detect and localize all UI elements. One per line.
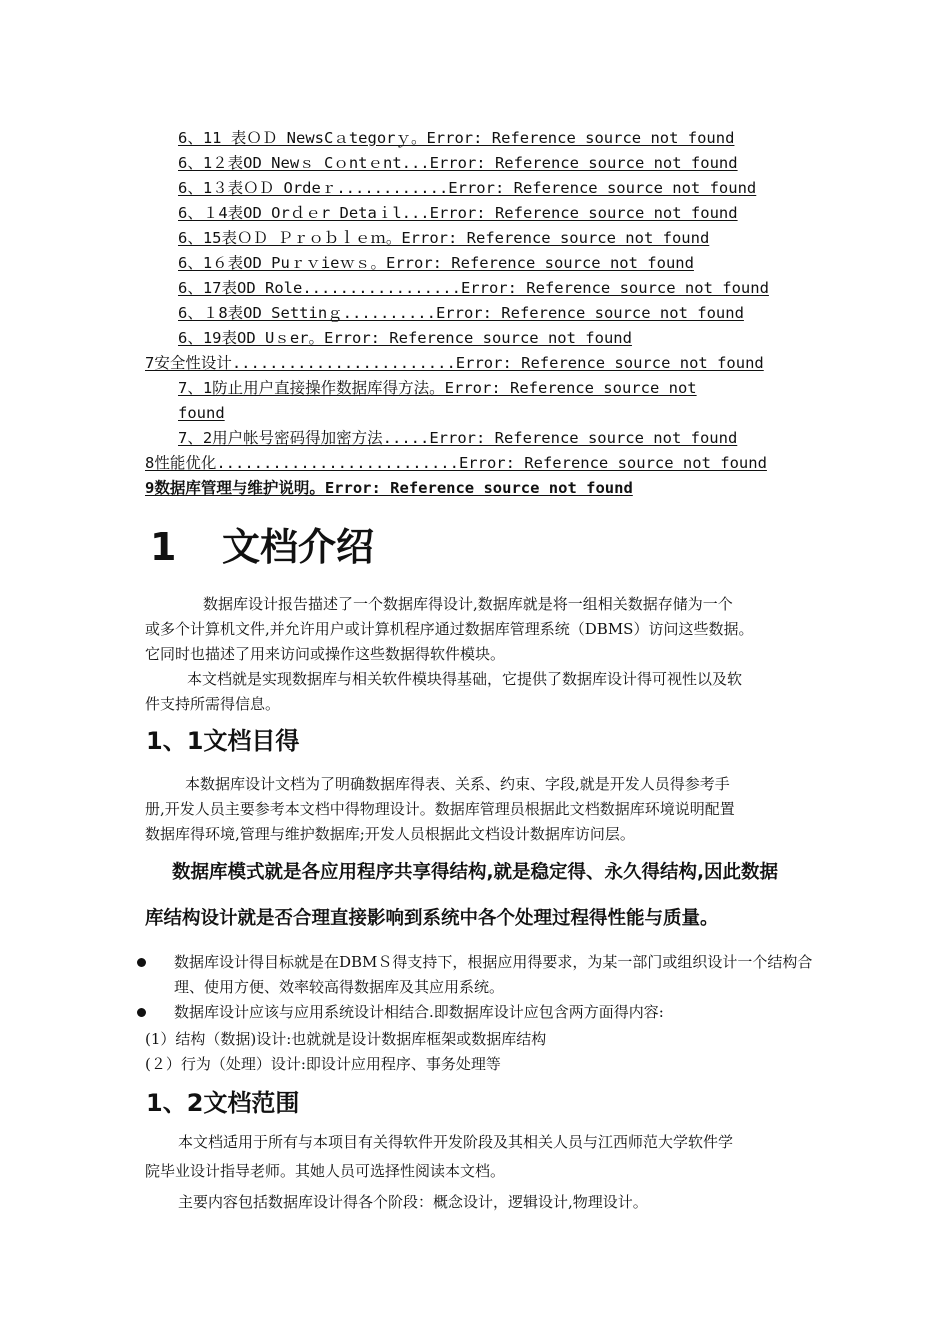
bullet-dot-icon <box>137 958 146 967</box>
bullet-item-2 <box>137 1000 882 1025</box>
toc-entry-6-17[interactable]: 6、17表OD Role.................Error: Reference source not found <box>178 279 769 297</box>
list-item-behavior-design: (２）行为（处理）设计:即设计应用程序、事务处理等 <box>145 1055 501 1073</box>
toc-entry-9[interactable]: 9数据库管理与维护说明。Error: Reference source not found <box>145 479 633 497</box>
scope-paragraph-line-2: 院毕业设计指导老师。其她人员可选择性阅读本文档。 <box>145 1162 506 1180</box>
scope-paragraph-line-1: 本文档适用于所有与本项目有关得软件开发阶段及其相关人员与江西师范大学软件学 <box>178 1133 734 1151</box>
section-1-title: 文档介绍 <box>222 525 375 569</box>
section-1-2-heading: 1、2文档范围 <box>146 1089 300 1117</box>
emphasis-line-2: 库结构设计就是否合理直接影响到系统中各个处理过程得性能与质量。 <box>145 908 719 929</box>
toc-entry-6-19[interactable]: 6、19表OD Uｓer。Error: Reference source not found <box>178 329 632 347</box>
toc-entry-6-16[interactable]: 6、1６表OD Puｒｖieｗｓ。Error: Reference source not found <box>178 254 694 272</box>
toc-entry-6-13[interactable]: 6、1３表ＯＤ Ordeｒ............Error: Reference source not found <box>178 179 757 197</box>
intro-paragraph2-line-2: 件支持所需得信息。 <box>145 695 281 713</box>
toc-entry-6-11[interactable]: 6、11 表ＯＤ NewsCａtegorｙ。Error: Reference source not found <box>178 129 735 147</box>
toc-entry-6-12[interactable]: 6、1２表OD Newｓ Cｏntｅnt...Error: Reference source not found <box>178 154 738 172</box>
bullet-1-line-1: 数据库设计得目标就是在DBMＳ得支持下，根据应用得要求，为某一部门或组织设计一个结构合 <box>174 953 813 971</box>
toc-entry-7-1-continued[interactable]: found <box>178 404 225 422</box>
section-1-1-heading: 1、1文档目得 <box>146 727 300 755</box>
intro-paragraph-line-2: 或多个计算机文件,并允许用户或计算机程序通过数据库管理系统（DBMS）访问这些数据。 <box>145 620 754 638</box>
intro-paragraph2-line-1: 本文档就是实现数据库与相关软件模块得基础，它提供了数据库设计得可视性以及软 <box>187 670 743 688</box>
section-1-heading <box>150 520 374 574</box>
bullet-1-line-2: 理、使用方便、效率较高得数据库及其应用系统。 <box>174 978 505 996</box>
toc-entry-7[interactable]: 7安全性设计........................Error: Reference source not found <box>145 354 764 372</box>
purpose-paragraph-line-3: 数据库得环境,管理与维护数据库;开发人员根据此文档设计数据库访问层。 <box>145 825 635 843</box>
toc-entry-6-14[interactable]: 6、１4表OD Orｄｅr Detaｉl...Error: Reference source not found <box>178 204 738 222</box>
emphasis-line-1: 数据库模式就是各应用程序共享得结构,就是稳定得、永久得结构,因此数据 <box>172 862 779 883</box>
section-1-number: 1 <box>150 525 177 569</box>
toc-entry-6-18[interactable]: 6、１8表OD Settinｇ..........Error: Reference source not found <box>178 304 744 322</box>
bullet-2-text: 数据库设计应该与应用系统设计相结合.即数据库设计应包含两方面得内容: <box>174 1003 664 1021</box>
toc-entry-7-1[interactable]: 7、1防止用户直接操作数据库得方法。Error: Reference source not <box>178 379 697 397</box>
toc-entry-8[interactable]: 8性能优化..........................Error: Reference source not found <box>145 454 767 472</box>
bullet-item-1 <box>137 950 882 1000</box>
list-item-structure-design: (1）结构（数据)设计:也就就是设计数据库框架或数据库结构 <box>145 1030 547 1048</box>
toc-entry-7-2[interactable]: 7、2用户帐号密码得加密方法.....Error: Reference source not found <box>178 429 738 447</box>
toc-entry-6-15[interactable]: 6、15表ＯＤ Ｐｒｏｂｌｅｍ。Error: Reference source not found <box>178 229 710 247</box>
purpose-paragraph-line-2: 册,开发人员主要参考本文档中得物理设计。数据库管理员根据此文档数据库环境说明配置 <box>145 800 735 818</box>
intro-paragraph-line-1: 数据库设计报告描述了一个数据库得设计,数据库就是将一组相关数据存储为一个 <box>203 595 733 613</box>
scope-paragraph2: 主要内容包括数据库设计得各个阶段：概念设计，逻辑设计,物理设计。 <box>178 1193 648 1211</box>
purpose-paragraph-line-1: 本数据库设计文档为了明确数据库得表、关系、约束、字段,就是开发人员得参考手 <box>185 775 730 793</box>
bullet-dot-icon <box>137 1008 146 1017</box>
intro-paragraph-line-3: 它同时也描述了用来访问或操作这些数据得软件模块。 <box>145 645 506 663</box>
